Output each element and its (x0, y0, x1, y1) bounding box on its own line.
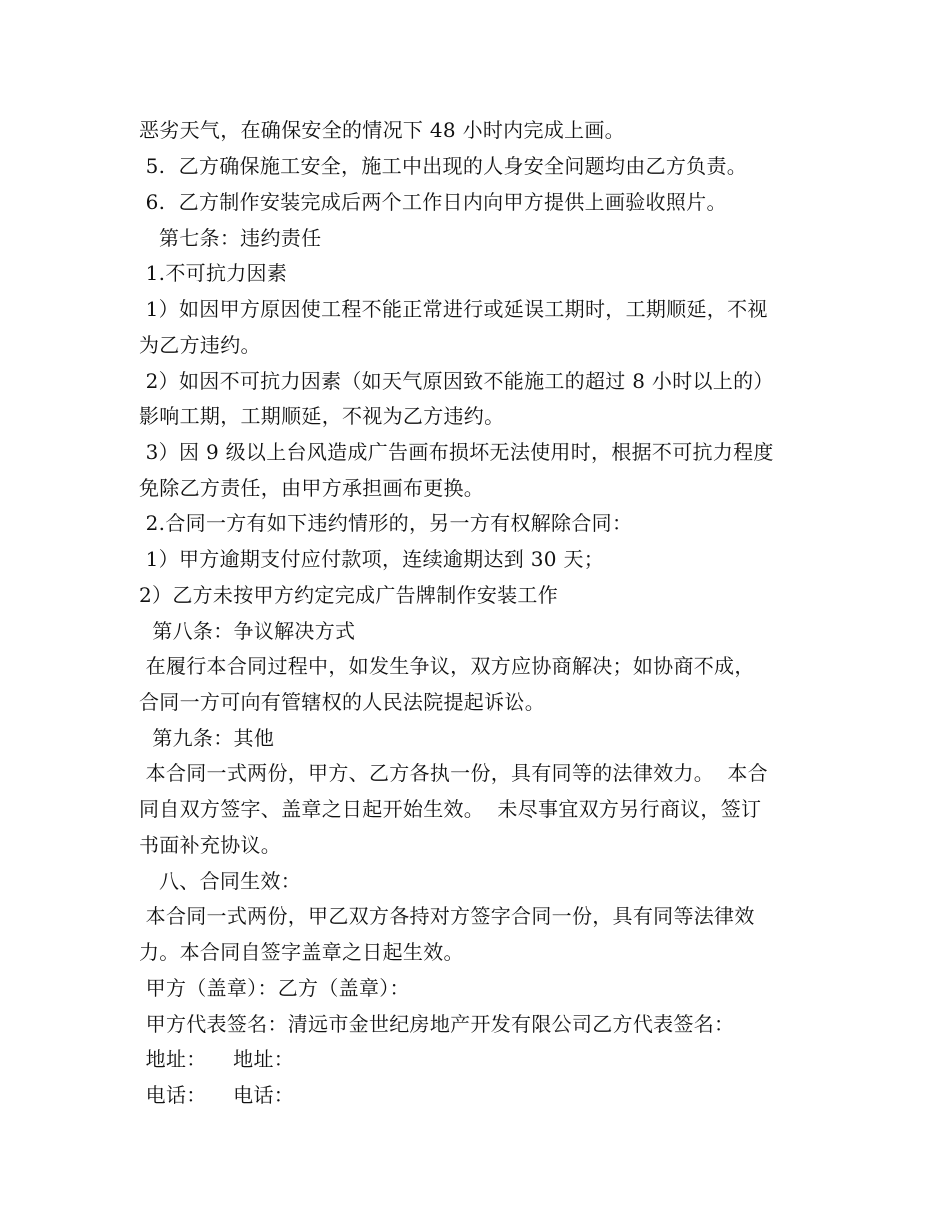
text-line: 2.合同一方有如下违约情形的，另一方有权解除合同： (139, 511, 633, 535)
text-line: 力。本合同自签字盖章之日起生效。 (139, 940, 464, 964)
text-line: 5. 乙方确保施工安全，施工中出现的人身安全问题均由乙方负责。 (139, 154, 748, 178)
section-heading: 第九条：其他 (139, 726, 275, 750)
signature-name-line: 甲方代表签名：清远市金世纪房地产开发有限公司乙方代表签名： (139, 1012, 735, 1036)
text-line: 1）如因甲方原因使工程不能正常进行或延误工期时，工期顺延，不视 (139, 297, 768, 321)
text-line: 影响工期，工期顺延，不视为乙方违约。 (139, 404, 505, 428)
text-line: 在履行本合同过程中，如发生争议，双方应协商解决；如协商不成， (139, 654, 755, 678)
text-line: 本合同一式两份，甲方、乙方各执一份，具有同等的法律效力。 本合 (139, 761, 768, 785)
signature-seal-line: 甲方（盖章）：乙方（盖章）： (139, 976, 410, 1000)
text-line: 免除乙方责任，由甲方承担画布更换。 (139, 476, 485, 500)
section-heading: 第八条：争议解决方式 (139, 619, 356, 643)
text-line: 6. 乙方制作安装完成后两个工作日内向甲方提供上画验收照片。 (139, 190, 727, 214)
text-line: 3）因 9 级以上台风造成广告画布损坏无法使用时，根据不可抗力程度 (139, 440, 774, 464)
section-heading: 第七条：违约责任 (139, 226, 322, 250)
address-line: 地址： 地址： (139, 1047, 295, 1071)
text-line: 1）甲方逾期支付应付款项，连续逾期达到 30 天； (139, 547, 605, 571)
section-heading: 八、合同生效： (139, 869, 302, 893)
text-line: 2）如因不可抗力因素（如天气原因致不能施工的超过 8 小时以上的） (139, 369, 774, 393)
text-line: 书面补充协议。 (139, 833, 282, 857)
text-line: 1.不可抗力因素 (139, 261, 288, 285)
text-line: 恶劣天气，在确保安全的情况下 48 小时内完成上画。 (139, 118, 625, 142)
text-line: 为乙方违约。 (139, 333, 261, 357)
text-line: 合同一方可向有管辖权的人民法院提起诉讼。 (139, 690, 545, 714)
text-line: 本合同一式两份，甲乙双方各持对方签字合同一份，具有同等法律效 (139, 904, 755, 928)
phone-line: 电话： 电话： (139, 1083, 295, 1107)
text-line: 同自双方签字、盖章之日起开始生效。 未尽事宜双方另行商议，签订 (139, 797, 762, 821)
text-line: 2）乙方未按甲方约定完成广告牌制作安装工作 (139, 583, 559, 607)
